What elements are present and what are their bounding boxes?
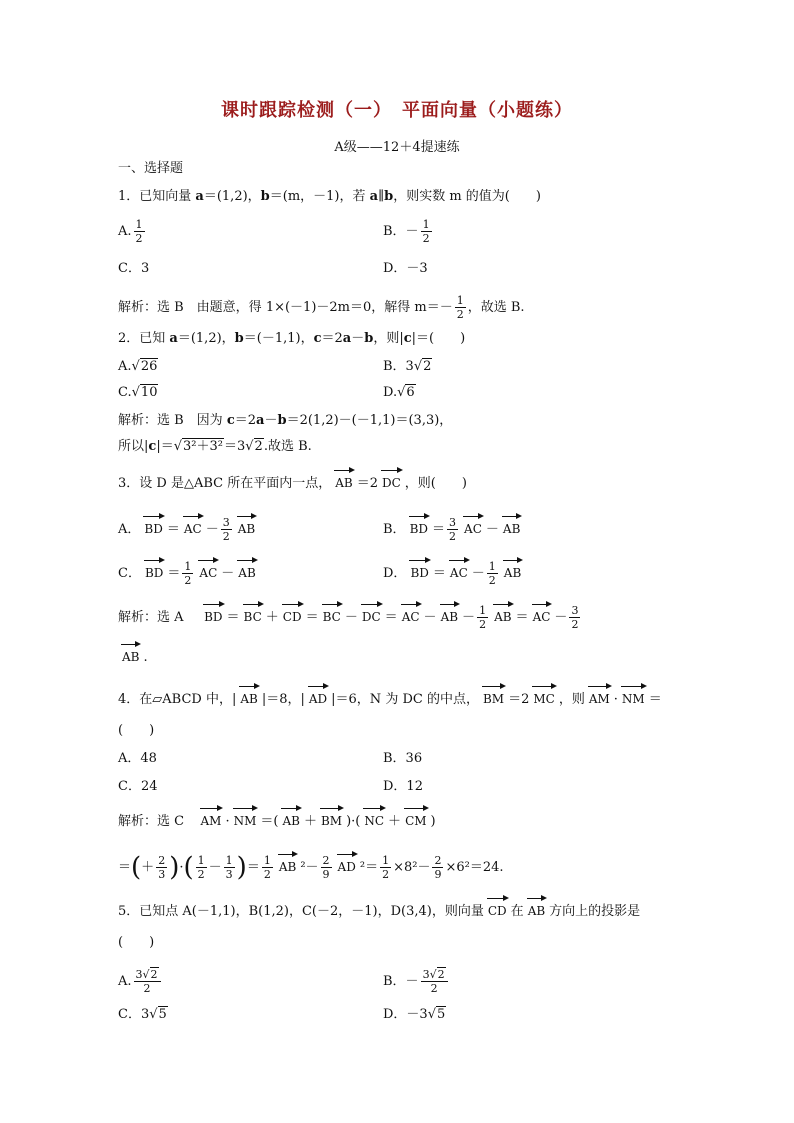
q1-solution: 解析：选 B 由题意，得 1×(－1)－2m＝0，解得 m＝－ $\frac{1}{2}$ ，故选 B. [118,294,525,321]
q2-solution-line1: 解析：选 B 因为 c＝2a－b＝2(1,2)－(－1,1)＝(3,3)， [118,413,453,428]
q5-paren: ( ) [118,935,155,950]
q2-solution-line2: 所以|c|＝√3²＋3²＝3√2.故选 B. [118,439,312,454]
q1-option-c: C．3 [118,261,150,276]
q5-option-d: D．－3√5 [383,1007,446,1022]
q2-option-b: B．3√2 [383,359,432,374]
q3-solution-end: AB . [122,650,148,665]
q5-option-b: B．－ $\frac{3√2}{2}$ [383,968,450,995]
q4-solution-line2: ＝(＋ $\frac{2}{3}$ )·( $\frac{1}{2}$ － $\frac{1}{3}$ )＝ $\frac{1}{2}$ AB ²－ $\frac{2}{9}$ AD ²＝ $\frac{1}{2}$ ×8²－ $\frac{2}{9}$ ×6²＝24. [118,852,504,883]
q4-option-a: A．48 [118,751,157,766]
q4-paren: ( ) [118,723,155,738]
q3-solution: 解析：选 A BD ＝ BC ＋ CD ＝ BC － DC ＝ AC － AB － $\frac{1}{2}$ AB ＝ AC － $\frac{3}{2}$ [118,604,579,631]
q5-option-a: A. $\frac{3√2}{2}$ [118,968,163,995]
q4-stem: 4．在▱ABCD 中，| AB |＝8，| AD |＝6，N 为 DC 的中点， BM ＝2 MC ，则 AM · NM ＝ [118,692,662,707]
q2-option-c: C.√10 [118,385,158,400]
page-subtitle: A级——12＋4提速练 [334,140,460,155]
q5-stem: 5．已知点 A(－1,1)，B(1,2)，C(－2，－1)，D(3,4)，则向量 CD 在 AB 方向上的投影是 [118,904,641,919]
q2-option-a: A.√26 [118,359,158,374]
q4-option-d: D．12 [383,779,423,794]
q4-option-b: B．36 [383,751,423,766]
q3-option-c: C． BD ＝ $\frac{1}{2}$ AC － AB [118,560,256,587]
page-title: 课时跟踪检测（一） 平面向量（小题练） [221,100,573,121]
q3-stem: 3．设 D 是△ABC 所在平面内一点， AB ＝2 DC ，则( ) [118,476,467,491]
q2-option-d: D.√6 [383,385,415,400]
q4-solution-line1: 解析：选 C AM · NM ＝( AB ＋ BM )·( NC ＋ CM ) [118,814,436,829]
q4-option-c: C．24 [118,779,158,794]
q2-stem: 2．已知 a＝(1,2)，b＝(－1,1)，c＝2a－b，则|c|＝( ) [118,331,466,346]
section-heading: 一、选择题 [118,161,184,176]
q1-stem: 1．已知向量 a＝(1,2)，b＝(m，－1)，若 a∥b，则实数 m 的值为( ) [118,189,541,204]
q1-option-d: D．－3 [383,261,428,276]
q3-option-b: B． BD ＝ $\frac{3}{2}$ AC － AB [383,516,521,543]
q1-option-a: A. $\frac{1}{2}$ [118,218,143,245]
q3-option-a: A． BD ＝ AC － $\frac{3}{2}$ AB [118,516,256,543]
q1-option-b: B．－ $\frac{1}{2}$ [383,218,430,245]
q3-option-d: D． BD ＝ AC － $\frac{1}{2}$ AB [383,560,522,587]
q5-option-c: C．3√5 [118,1007,167,1022]
